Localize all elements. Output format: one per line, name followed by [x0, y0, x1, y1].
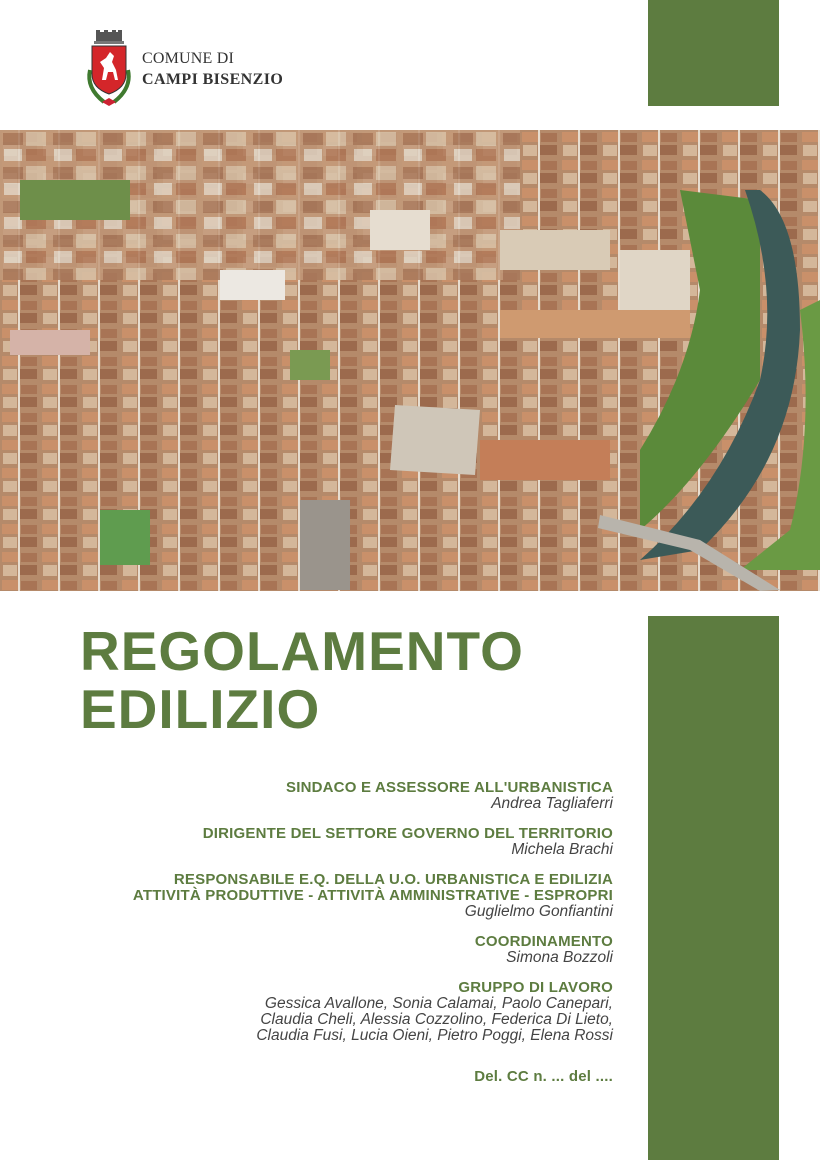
org-line2: CAMPI BISENZIO — [142, 71, 284, 88]
credit-heading: COORDINAMENTO — [474, 933, 613, 950]
document-title — [80, 622, 524, 738]
credit-name: Claudia Fusi, Lucia Oieni, Pietro Poggi, Elena Rossi — [256, 1027, 613, 1044]
credit-name: Claudia Cheli, Alessia Cozzolino, Federica Di Lieto, — [260, 1011, 613, 1028]
credit-heading: GRUPPO DI LAVORO — [458, 979, 613, 996]
aerial-town-photo — [0, 130, 820, 591]
credit-name: Michela Brachi — [511, 841, 613, 858]
credit-block — [53, 934, 613, 966]
credit-block — [53, 872, 613, 920]
credits-list — [53, 780, 613, 1058]
title-line2: EDILIZIO — [80, 678, 321, 740]
credit-name: Guglielmo Gonfiantini — [464, 903, 613, 920]
green-accent-bar-bottom — [648, 616, 779, 1160]
deliberation-reference: Del. CC n. ... del .... — [474, 1068, 613, 1085]
credit-heading: SINDACO E ASSESSORE ALL'URBANISTICA — [286, 779, 613, 796]
credit-block — [53, 826, 613, 858]
org-line1: COMUNE DI — [142, 50, 235, 67]
credit-heading-line2: ATTIVITÀ PRODUTTIVE - ATTIVITÀ AMMINISTRATIVE - ESPROPRI — [132, 887, 613, 904]
credit-heading: RESPONSABILE E.Q. DELLA U.O. URBANISTICA E EDILIZIA — [173, 871, 613, 888]
credit-block — [53, 780, 613, 812]
credit-name: Simona Bozzoli — [506, 949, 613, 966]
municipality-name — [142, 48, 283, 90]
title-line1: REGOLAMENTO — [80, 620, 524, 682]
credit-name: Andrea Tagliaferri — [491, 795, 613, 812]
credit-heading: DIRIGENTE DEL SETTORE GOVERNO DEL TERRITORIO — [202, 825, 613, 842]
credit-block — [53, 980, 613, 1044]
green-accent-bar-top — [648, 0, 779, 106]
credit-name: Gessica Avallone, Sonia Calamai, Paolo Canepari, — [264, 995, 613, 1012]
coat-of-arms-icon — [82, 30, 136, 108]
